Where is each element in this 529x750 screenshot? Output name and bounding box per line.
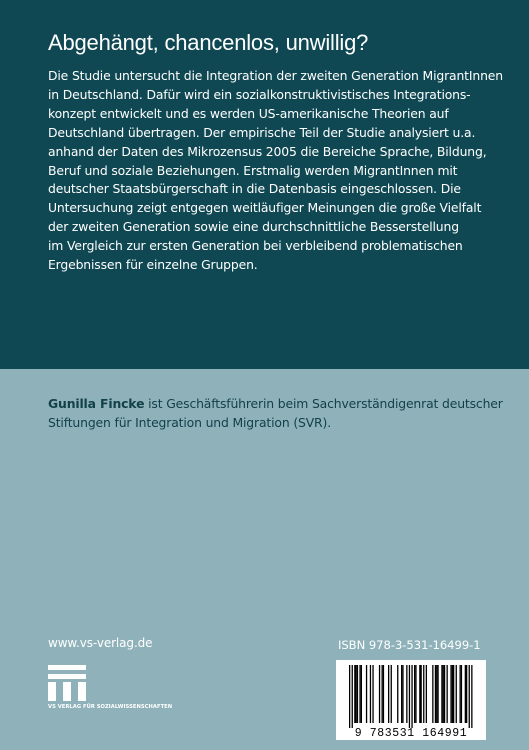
publisher-url: www.vs-verlag.de (48, 636, 153, 650)
barcode-bar (415, 665, 416, 723)
barcode-bar (452, 665, 453, 723)
barcode-bar (421, 665, 422, 723)
blurb-line: der zweiten Generation sowie eine durchschnittliche Besserstellung (48, 219, 459, 235)
barcode-bar (469, 665, 470, 728)
author-bio (48, 394, 503, 432)
barcode-bar (401, 665, 402, 723)
blurb-line: Untersuchung zeigt entgegen weitläufiger Meinungen die große Vielfalt (48, 200, 482, 216)
author-bio-text: ist Geschäftsführerin beim Sachverständigenrat deutscher (144, 396, 503, 411)
barcode-bar (456, 665, 457, 723)
barcode-bar (406, 665, 407, 723)
barcode-bar (372, 665, 373, 723)
blurb-line: Deutschland übertragen. Der empirische Teil der Studie analysiert u.a. (48, 124, 476, 140)
barcode-bar (414, 665, 415, 723)
barcode-bar (379, 665, 380, 723)
author-bio-line-2: Stiftungen für Integration und Migration (SVR). (48, 415, 331, 430)
barcode-bar (366, 665, 367, 723)
blurb-line: deutscher Staatsbürgerschaft in die Datenbasis eingeschlossen. Die (48, 181, 461, 197)
barcode-bar (466, 665, 467, 723)
barcode-bar (471, 665, 472, 728)
barcode-graphic (336, 660, 486, 740)
barcode-bar (357, 665, 358, 723)
barcode (336, 660, 486, 740)
barcode-bar (352, 665, 353, 728)
barcode-bar (443, 665, 444, 723)
barcode-bar (426, 665, 427, 723)
barcode-bar (391, 665, 392, 723)
blurb-line: in Deutschland. Dafür wird ein sozialkonstruktivistisches Integrations- (48, 86, 471, 102)
barcode-bar (450, 665, 451, 723)
barcode-bar (453, 665, 454, 723)
barcode-bar (383, 665, 384, 723)
barcode-bar (397, 665, 398, 723)
barcode-bar (437, 665, 438, 723)
blurb (48, 67, 503, 275)
barcode-bar (411, 665, 412, 728)
barcode-bar (356, 665, 357, 723)
blurb-line: Beruf und soziale Beziehungen. Erstmalig werden MigrantInnen mit (48, 162, 458, 178)
book-title: Abgehängt, chancenlos, unwillig? (48, 30, 369, 55)
barcode-digits: 9 783531 164991 (354, 727, 468, 740)
blurb-line: konzept entwickelt und es werden US-amerikanische Theorien auf (48, 105, 449, 121)
blurb-line: im Vergleich zur ersten Generation bei verbleibend problematischen (48, 238, 463, 254)
barcode-bar (359, 665, 360, 723)
barcode-bar (441, 665, 442, 723)
blurb-line: Die Studie untersucht die Integration der zweiten Generation MigrantInnen (48, 68, 503, 83)
barcode-bar (423, 665, 424, 723)
barcode-bar (402, 665, 403, 723)
author-bio-line-1 (48, 394, 503, 413)
barcode-bar (382, 665, 383, 723)
publisher-logo (48, 665, 198, 709)
vs-verlag-logo-icon (48, 665, 86, 701)
blurb-line: anhand der Daten des Mikrozensus 2005 die Bereiche Sprache, Bildung, (48, 143, 487, 159)
barcode-bar (465, 665, 466, 723)
author-name: Gunilla Fincke (48, 396, 145, 411)
barcode-bar (370, 665, 371, 723)
barcode-bar (436, 665, 437, 723)
barcode-bar (419, 665, 420, 723)
top-panel (0, 0, 529, 369)
blurb-line: Ergebnissen für einzelne Gruppen. (48, 257, 258, 273)
publisher-imprint: VS VERLAG FÜR SOZIALWISSENSCHAFTEN (48, 704, 173, 710)
isbn-label: ISBN 978-3-531-16499-1 (338, 638, 481, 652)
barcode-bar (435, 665, 436, 723)
barcode-bar (432, 665, 433, 723)
barcode-bar (349, 665, 350, 728)
barcode-bar (447, 665, 448, 723)
barcode-bar (461, 665, 462, 723)
barcode-bar (409, 665, 410, 728)
barcode-bar (388, 665, 389, 723)
barcode-bar (361, 665, 362, 723)
barcode-bar (354, 665, 355, 723)
barcode-bar (460, 665, 461, 723)
barcode-bar (444, 665, 445, 723)
